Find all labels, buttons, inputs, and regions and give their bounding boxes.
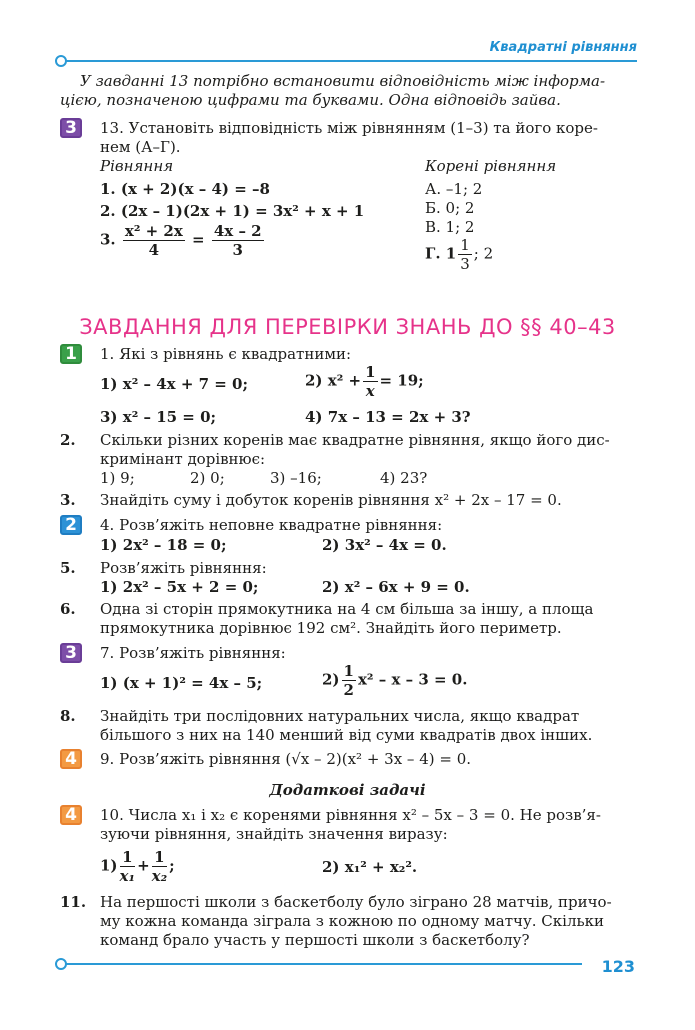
q10-o1-pre: 1) [100, 856, 118, 875]
q1-o2-numerator: 1 [365, 363, 376, 381]
q2-line-2: кримінант дорівнює: [100, 450, 266, 468]
task13-line-1: 13. Установіть відповідність між рівнянням (1–3) та його коре- [100, 119, 598, 137]
q2-option-4: 4) 23? [380, 469, 428, 487]
eq3-numerator-right: 4x – 2 [213, 222, 262, 240]
q8-line-2: більшого з них на 140 менший від суми квадратів двох інших. [100, 726, 593, 744]
q10-o1-num-2: 1 [152, 848, 168, 867]
level-badge-1: 1 [60, 344, 82, 364]
equation-3 [100, 222, 266, 259]
q11-line-1: На першості школи з баскетболу було зіграно 28 матчів, причо- [100, 893, 612, 911]
q1-option-1: 1) x² – 4x + 7 = 0; [100, 375, 249, 393]
footer-rule [62, 963, 582, 965]
q5-option-1: 1) 2x² – 5x + 2 = 0; [100, 578, 259, 596]
q10-option-2: 2) x₁² + x₂². [322, 858, 418, 876]
q10-o1-post: ; [169, 856, 175, 875]
q8-line-1: Знайдіть три послідовних натуральних числа, якщо квадрат [100, 707, 580, 725]
root-option-g [425, 236, 493, 273]
root-option-v: В. 1; 2 [425, 218, 475, 236]
root-option-b: Б. 0; 2 [425, 199, 475, 217]
level-badge-3: 3 [60, 118, 82, 138]
level-badge-4: 4 [60, 749, 82, 769]
q10-line-1: 10. Числа x₁ і x₂ є коренями рівняння x² – 5x – 3 = 0. Не розв’я- [100, 806, 601, 824]
q9-text: 9. Розв’яжіть рівняння (√x – 2)(x² + 3x – 4) = 0. [100, 750, 472, 768]
root-g-tail: ; 2 [473, 244, 494, 263]
q5-number: 5. [60, 559, 76, 577]
q2-line-1: Скільки різних коренів має квадратне рівняння, якщо його дис- [100, 431, 610, 449]
q10-o1-den-1: x₁ [119, 867, 136, 885]
q4-text: 4. Розв’яжіть неповне квадратне рівняння: [100, 516, 443, 534]
q5-text: Розв’яжіть рівняння: [100, 559, 267, 577]
q7-o2-pre: 2) [322, 670, 340, 689]
level-badge-2: 2 [60, 515, 82, 535]
root-g-label: Г. 1 [425, 244, 457, 263]
q10-line-2: зуючи рівняння, знайдіть значення виразу: [100, 825, 448, 843]
q1-o2-denominator: x [365, 382, 375, 400]
section-title: ЗАВДАННЯ ДЛЯ ПЕРЕВІРКИ ЗНАНЬ ДО §§ 40–43 [79, 315, 616, 339]
q7-text: 7. Розв’яжіть рівняння: [100, 644, 286, 662]
q2-option-1: 1) 9; [100, 469, 135, 487]
equations-column-header: Рівняння [100, 157, 174, 175]
header-rule-dot [55, 55, 67, 67]
running-header: Квадратні рівняння [489, 40, 637, 55]
q1-option-2 [305, 363, 424, 400]
header-rule [62, 60, 637, 62]
q1-o2-pre: 2) x² + [305, 371, 362, 390]
equation-2: 2. (2x – 1)(2x + 1) = 3x² + x + 1 [100, 202, 365, 220]
q2-option-2: 2) 0; [190, 469, 225, 487]
eq3-denominator-left: 4 [148, 241, 160, 259]
q2-number: 2. [60, 431, 76, 449]
level-badge-3: 3 [60, 643, 82, 663]
q7-o2-post: x² – x – 3 = 0. [357, 670, 468, 689]
q6-line-2: прямокутника дорівнює 192 см². Знайдіть його периметр. [100, 619, 562, 637]
q10-o1-den-2: x₂ [151, 867, 168, 885]
q10-o1-num-1: 1 [120, 848, 136, 867]
q10-option-1 [100, 848, 175, 885]
q7-option-2 [322, 662, 467, 699]
roots-column-header: Корені рівняння [425, 157, 557, 175]
level-badge-4: 4 [60, 805, 82, 825]
page-number: 123 [601, 957, 635, 976]
q5-option-2: 2) x² – 6x + 9 = 0. [322, 578, 470, 596]
q4-option-2: 2) 3x² – 4x = 0. [322, 536, 447, 554]
q1-o2-post: = 19; [379, 371, 424, 390]
q4-option-1: 1) 2x² – 18 = 0; [100, 536, 227, 554]
q11-number: 11. [60, 893, 87, 911]
q6-line-1: Одна зі сторін прямокутника на 4 см більша за іншу, а площа [100, 600, 594, 618]
q11-line-3: команд брало участь у першості школи з баскетболу? [100, 931, 530, 949]
intro-line-2: цією, позначеною цифрами та буквами. Одна відповідь зайва. [60, 91, 561, 109]
eq3-numerator-left: x² + 2x [124, 222, 183, 240]
equation-3-label: 3. [100, 230, 116, 249]
eq3-equals: = [192, 230, 205, 249]
task13-line-2: нем (А–Г). [100, 138, 181, 156]
q7-o2-denominator: 2 [343, 681, 354, 699]
extra-tasks-title: Додаткові задачі [269, 781, 426, 799]
intro-line-1: У завданні 13 потрібно встановити відповідність між інформа- [80, 72, 606, 90]
q1-option-3: 3) x² – 15 = 0; [100, 408, 217, 426]
eq3-denominator-right: 3 [232, 241, 243, 259]
q1-text: 1. Які з рівнянь є квадратними: [100, 345, 352, 363]
root-option-a: А. –1; 2 [425, 180, 483, 198]
equation-1: 1. (x + 2)(x – 4) = –8 [100, 180, 270, 198]
footer-rule-dot [55, 958, 67, 970]
q3-number: 3. [60, 491, 76, 509]
root-g-numerator: 1 [460, 236, 470, 254]
q7-o2-numerator: 1 [343, 662, 354, 680]
q11-line-2: му кожна команда зіграла з кожною по одному матчу. Скільки [100, 912, 605, 930]
q7-option-1: 1) (x + 1)² = 4x – 5; [100, 674, 263, 692]
q3-text: Знайдіть суму і добуток коренів рівняння x² + 2x – 17 = 0. [100, 491, 562, 509]
q10-o1-plus: + [137, 856, 150, 875]
q2-option-3: 3) –16; [270, 469, 322, 487]
q8-number: 8. [60, 707, 76, 725]
q1-option-4: 4) 7x – 13 = 2x + 3? [305, 408, 471, 426]
root-g-denominator: 3 [460, 255, 470, 273]
q6-number: 6. [60, 600, 76, 618]
